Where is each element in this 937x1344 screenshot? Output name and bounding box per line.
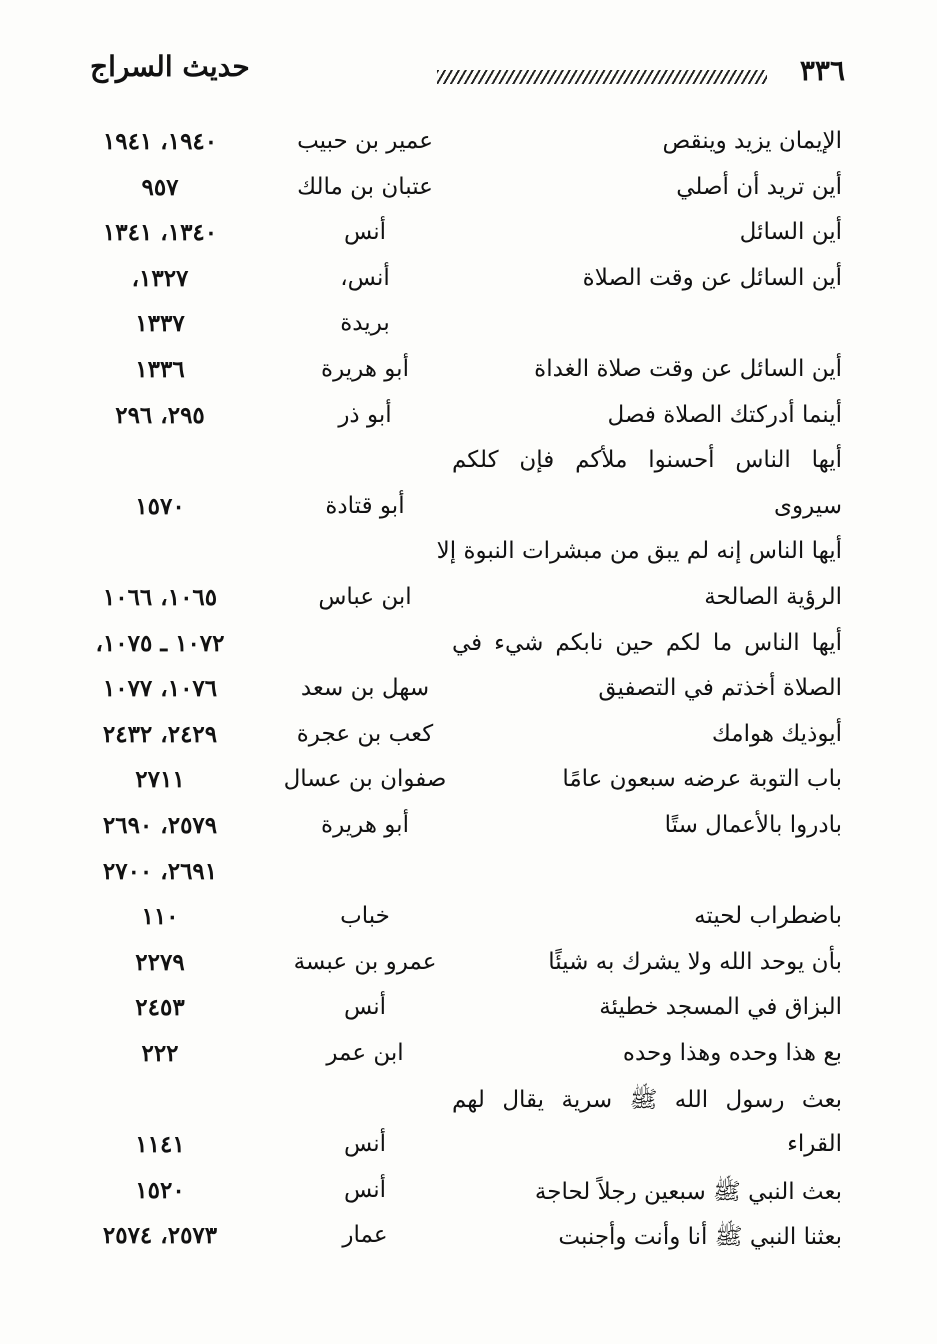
narrator: سهل بن سعد bbox=[300, 675, 430, 702]
index-row bbox=[0, 166, 937, 212]
narrator: عمار bbox=[342, 1222, 388, 1249]
index-table bbox=[0, 120, 937, 1260]
hadith-text: أيها الناس ما لكم حين نابكم شيء في bbox=[452, 629, 842, 656]
index-row bbox=[0, 667, 937, 713]
hadith-numbers: ٢٦٩١، ٢٧٠٠ bbox=[102, 857, 218, 885]
narrator: عتبان بن مالك bbox=[297, 173, 433, 200]
hadith-numbers: ٢٩٥، ٢٩٦ bbox=[115, 401, 205, 429]
hadith-text: القراء bbox=[787, 1131, 842, 1158]
narrator: أنس bbox=[343, 994, 387, 1021]
narrator: أنس bbox=[343, 219, 387, 246]
hadith-text: الصلاة أخذتم في التصفيق bbox=[598, 675, 842, 702]
index-row bbox=[0, 713, 937, 759]
hadith-text: بعث النبي ﷺ سبعين رجلاً لحاجة bbox=[534, 1178, 842, 1205]
hadith-numbers: ١٣٢٧، bbox=[131, 264, 189, 292]
narrator: أنس bbox=[343, 1176, 387, 1203]
index-row bbox=[0, 804, 937, 850]
index-row bbox=[0, 1077, 937, 1123]
index-row bbox=[0, 1032, 937, 1078]
narrator: أبو ذر bbox=[338, 401, 392, 428]
hadith-numbers: ٩٥٧ bbox=[141, 173, 179, 201]
index-row bbox=[0, 622, 937, 668]
narrator: أبو هريرة bbox=[321, 355, 409, 382]
index-row bbox=[0, 348, 937, 394]
index-row bbox=[0, 576, 937, 622]
hadith-text: بادروا بالأعمال ستًا bbox=[664, 811, 842, 838]
narrator: أبو هريرة bbox=[321, 811, 409, 838]
hadith-numbers: ٢٤٥٣ bbox=[135, 994, 185, 1022]
page-header bbox=[70, 48, 845, 94]
index-row bbox=[0, 1214, 937, 1260]
hadith-text: أين تريد أن أصلي bbox=[676, 173, 842, 200]
index-row bbox=[0, 394, 937, 440]
index-row bbox=[0, 895, 937, 941]
index-row bbox=[0, 257, 937, 303]
hadith-numbers: ١٠٧٢ ـ ١٠٧٥، bbox=[95, 629, 225, 657]
narrator: خباب bbox=[340, 903, 390, 930]
hadith-text: أين السائل عن وقت صلاة الغداة bbox=[534, 355, 842, 382]
index-row bbox=[0, 850, 937, 896]
narrator: عمرو بن عبسة bbox=[293, 948, 437, 975]
hadith-numbers: ١٩٤٠، ١٩٤١ bbox=[102, 128, 218, 155]
hadith-text: البزاق في المسجد خطيئة bbox=[599, 994, 842, 1021]
narrator: بريدة bbox=[340, 310, 390, 337]
hadith-numbers: ١٠٦٥، ١٠٦٦ bbox=[102, 583, 218, 611]
index-row bbox=[0, 986, 937, 1032]
hadith-numbers: ٢٢٢ bbox=[141, 1039, 179, 1067]
hadith-numbers: ١٥٢٠ bbox=[135, 1176, 185, 1204]
hadith-text: أينما أدركتك الصلاة فصل bbox=[607, 401, 842, 428]
hadith-text: الإيمان يزيد وينقص bbox=[662, 128, 842, 154]
hadith-text: أيوذيك هوامك bbox=[711, 720, 842, 747]
narrator: صفوان بن عسال bbox=[283, 766, 447, 793]
hadith-numbers: ٢٢٧٩ bbox=[135, 948, 185, 976]
hadith-numbers: ٢٥٧٩، ٢٦٩٠ bbox=[102, 811, 218, 839]
index-row bbox=[0, 439, 937, 485]
hadith-numbers: ١١٤١ bbox=[135, 1131, 185, 1159]
index-row bbox=[0, 758, 937, 804]
hadith-text: باضطراب لحيته bbox=[694, 903, 842, 930]
narrator: كعب بن عجرة bbox=[296, 720, 434, 747]
hadith-numbers: ١٣٣٦ bbox=[135, 355, 185, 383]
hadith-numbers: ١٥٧٠ bbox=[135, 492, 185, 520]
decorative-rule bbox=[437, 70, 767, 84]
running-title: حديث السراج bbox=[90, 50, 250, 83]
hadith-text: أيها الناس أحسنوا ملأكم فإن كلكم bbox=[452, 447, 842, 474]
hadith-numbers: ١٣٣٧ bbox=[135, 310, 185, 338]
hadith-numbers: ٢٧١١ bbox=[135, 766, 185, 794]
index-row bbox=[0, 211, 937, 257]
index-row bbox=[0, 120, 937, 166]
index-row bbox=[0, 1123, 937, 1169]
narrator: عمير بن حبيب bbox=[297, 128, 433, 154]
hadith-text: بأن يوحد الله ولا يشرك به شيئًا bbox=[548, 948, 842, 975]
narrator: ابن عمر bbox=[326, 1039, 404, 1066]
hadith-text: بع هذا وحده وهذا وحده bbox=[622, 1039, 842, 1066]
narrator: أنس bbox=[343, 1131, 387, 1158]
hadith-text: باب التوبة عرضه سبعون عامًا bbox=[562, 766, 842, 793]
narrator: أنس، bbox=[340, 264, 390, 291]
hadith-text: الرؤية الصالحة bbox=[704, 583, 842, 610]
index-row bbox=[0, 941, 937, 987]
hadith-text: أين السائل bbox=[739, 219, 842, 246]
hadith-text: بعث رسول الله ﷺ سرية يقال لهم bbox=[452, 1087, 842, 1114]
hadith-text: بعثنا النبي ﷺ أنا وأنت وأجنبت bbox=[558, 1224, 842, 1251]
index-row bbox=[0, 530, 937, 576]
hadith-text: أيها الناس إنه لم يبق من مبشرات النبوة إلا bbox=[436, 538, 842, 565]
hadith-text: أين السائل عن وقت الصلاة bbox=[582, 264, 842, 291]
hadith-numbers: ١٠٧٦، ١٠٧٧ bbox=[102, 675, 218, 703]
page-number: ٣٣٦ bbox=[799, 54, 845, 87]
narrator: ابن عباس bbox=[318, 583, 412, 610]
hadith-numbers: ٢٥٧٣، ٢٥٧٤ bbox=[102, 1222, 218, 1250]
index-row bbox=[0, 1169, 937, 1215]
narrator: أبو قتادة bbox=[325, 492, 405, 519]
hadith-text: سيروى bbox=[773, 492, 842, 519]
index-row bbox=[0, 302, 937, 348]
hadith-numbers: ١٣٤٠، ١٣٤١ bbox=[102, 219, 218, 247]
hadith-numbers: ١١٠ bbox=[141, 903, 179, 931]
hadith-numbers: ٢٤٢٩، ٢٤٣٢ bbox=[102, 720, 218, 748]
index-row bbox=[0, 485, 937, 531]
